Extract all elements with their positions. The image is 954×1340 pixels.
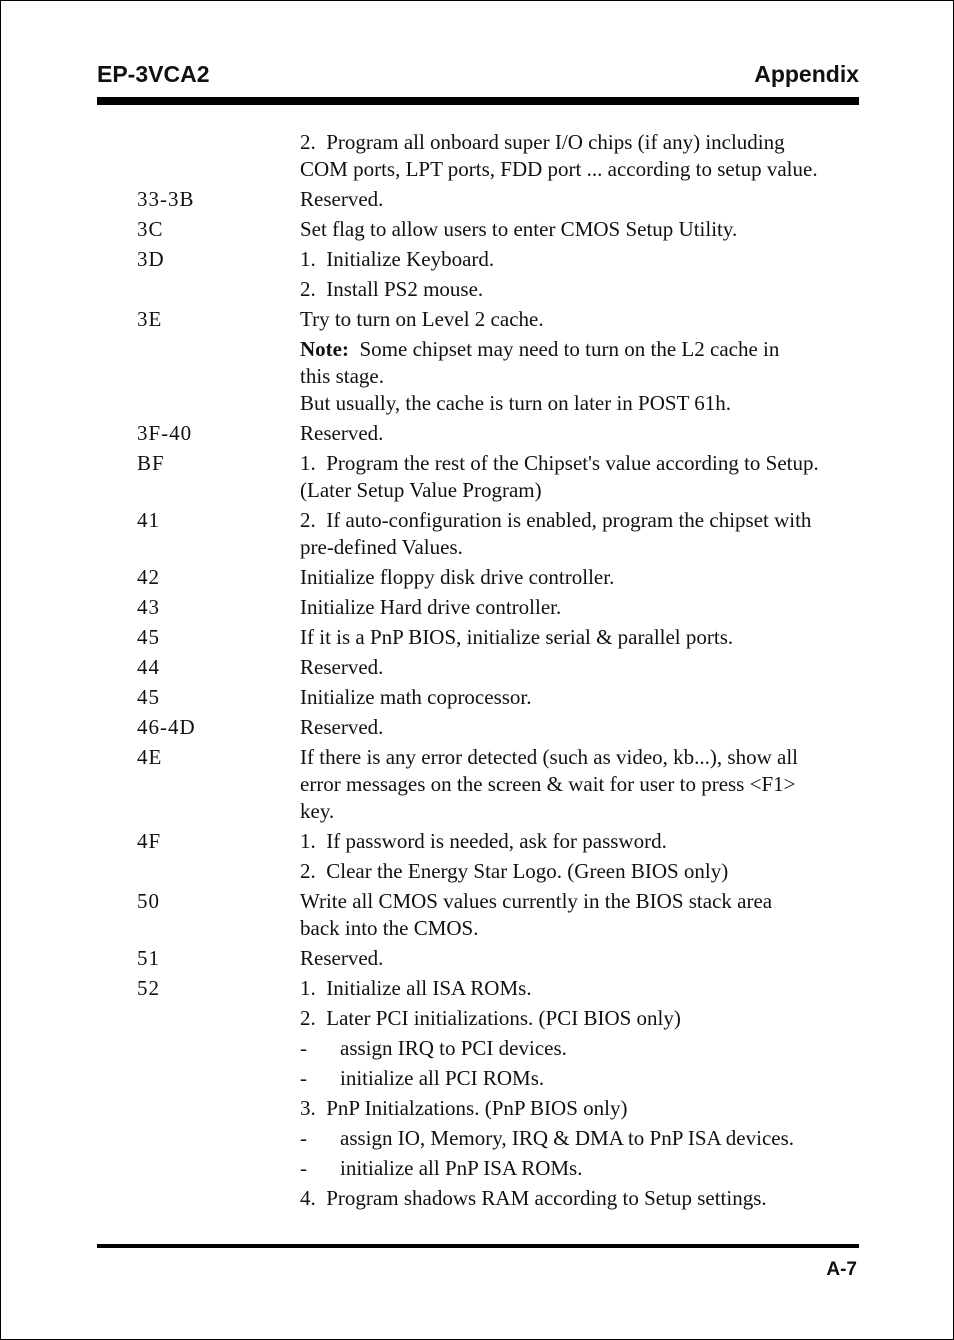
post-code: 4E: [137, 745, 163, 769]
description-line: key.: [300, 799, 335, 823]
description-line: If there is any error detected (such as video, kb...), show all: [300, 745, 798, 769]
bullet-dash: -: [300, 1066, 307, 1090]
table-row: [137, 246, 861, 273]
post-description: [300, 744, 861, 825]
table-row: [137, 975, 861, 1002]
table-row: [137, 186, 861, 213]
table-row: [137, 858, 861, 885]
post-code: 51: [137, 946, 160, 970]
description-line: Reserved.: [300, 715, 384, 739]
description-line: 2. Program all onboard super I/O chips (if any) including: [300, 130, 785, 154]
post-description: [300, 1125, 861, 1152]
post-description: [300, 246, 861, 273]
post-description: [300, 306, 861, 333]
post-code: 33-3B: [137, 187, 195, 211]
post-description: [300, 564, 861, 591]
table-row: [137, 1095, 861, 1122]
table-row: [137, 684, 861, 711]
post-description: [300, 594, 861, 621]
table-row: [137, 888, 861, 942]
bullet-text: initialize all PnP ISA ROMs.: [340, 1156, 583, 1180]
post-description: [300, 1035, 861, 1062]
post-description: [300, 858, 861, 885]
table-row: [137, 450, 861, 504]
description-line: Initialize math coprocessor.: [300, 685, 532, 709]
post-code: 3C: [137, 217, 164, 241]
post-code: 50: [137, 889, 160, 913]
post-description: [300, 507, 861, 561]
description-line: Reserved.: [300, 655, 384, 679]
bullet-text: assign IRQ to PCI devices.: [340, 1036, 567, 1060]
post-code: 3E: [137, 307, 163, 331]
post-code: 41: [137, 508, 160, 532]
post-description: [300, 1185, 861, 1212]
post-code: 4F: [137, 829, 162, 853]
description-line: 1. Initialize all ISA ROMs.: [300, 976, 532, 1000]
post-code: 46-4D: [137, 715, 196, 739]
post-description: [300, 828, 861, 855]
table-row: [137, 624, 861, 651]
note-text: Some chipset may need to turn on the L2 cache in: [348, 337, 780, 361]
table-row: [137, 714, 861, 741]
description-line: 4. Program shadows RAM according to Setup settings.: [300, 1186, 767, 1210]
table-row: [137, 420, 861, 447]
post-code: BF: [137, 451, 165, 475]
table-row: [137, 1035, 861, 1062]
table-row: [137, 306, 861, 333]
post-description: [300, 1155, 861, 1182]
description-line: Write all CMOS values currently in the BIOS stack area: [300, 889, 773, 913]
description-line: error messages on the screen & wait for user to press <F1>: [300, 772, 796, 796]
description-line: Reserved.: [300, 187, 384, 211]
table-row: [137, 129, 861, 183]
post-description: [300, 888, 861, 942]
description-line: If it is a PnP BIOS, initialize serial & parallel ports.: [300, 625, 734, 649]
table-row: [137, 216, 861, 243]
description-line: Reserved.: [300, 946, 384, 970]
table-row: [137, 1155, 861, 1182]
table-row: [137, 594, 861, 621]
post-code: 3F-40: [137, 421, 193, 445]
description-line: 2. Clear the Energy Star Logo. (Green BIOS only): [300, 859, 729, 883]
post-description: [300, 945, 861, 972]
table-row: [137, 564, 861, 591]
table-row: [137, 945, 861, 972]
post-description: [300, 1005, 861, 1032]
description-line: Set flag to allow users to enter CMOS Setup Utility.: [300, 217, 738, 241]
table-row: [137, 1125, 861, 1152]
table-row: [137, 1005, 861, 1032]
description-line: Initialize floppy disk drive controller.: [300, 565, 615, 589]
post-description: [300, 186, 861, 213]
post-description: [300, 336, 861, 417]
description-line: 1. If password is needed, ask for password.: [300, 829, 667, 853]
description-line: Try to turn on Level 2 cache.: [300, 307, 544, 331]
page-number: A-7: [826, 1259, 857, 1280]
table-row: [137, 507, 861, 561]
table-row: [137, 1185, 861, 1212]
description-line: 3. PnP Initialzations. (PnP BIOS only): [300, 1096, 628, 1120]
post-description: [300, 276, 861, 303]
description-line: 1. Program the rest of the Chipset's value according to Setup.: [300, 451, 819, 475]
description-line: But usually, the cache is turn on later in POST 61h.: [300, 391, 732, 415]
post-description: [300, 684, 861, 711]
post-code: 44: [137, 655, 160, 679]
footer-rule: [97, 1244, 859, 1248]
bullet-dash: -: [300, 1156, 307, 1180]
description-line: 2. If auto-configuration is enabled, program the chipset with: [300, 508, 812, 532]
note-label: Note:: [300, 337, 349, 361]
bullet-dash: -: [300, 1036, 307, 1060]
model-name: EP-3VCA2: [97, 61, 210, 87]
post-code: 52: [137, 976, 160, 1000]
table-row: [137, 336, 861, 417]
post-code-table: [137, 129, 861, 1215]
description-line: Reserved.: [300, 421, 384, 445]
page-header: [97, 61, 859, 95]
post-description: [300, 1065, 861, 1092]
description-line: (Later Setup Value Program): [300, 478, 542, 502]
description-line: back into the CMOS.: [300, 916, 479, 940]
table-row: [137, 276, 861, 303]
description-line: Initialize Hard drive controller.: [300, 595, 562, 619]
post-description: [300, 216, 861, 243]
post-description: [300, 450, 861, 504]
bullet-text: assign IO, Memory, IRQ & DMA to PnP ISA devices.: [340, 1126, 795, 1150]
header-rule: [97, 97, 859, 105]
section-title: Appendix: [754, 61, 859, 87]
table-row: [137, 654, 861, 681]
post-description: [300, 129, 861, 183]
table-row: [137, 1065, 861, 1092]
bullet-text: initialize all PCI ROMs.: [340, 1066, 545, 1090]
description-line: this stage.: [300, 364, 384, 388]
row-gap: [137, 1212, 861, 1215]
post-description: [300, 654, 861, 681]
post-code: 45: [137, 625, 160, 649]
description-line: 1. Initialize Keyboard.: [300, 247, 495, 271]
description-line: 2. Later PCI initializations. (PCI BIOS only): [300, 1006, 681, 1030]
table-row: [137, 744, 861, 825]
post-description: [300, 975, 861, 1002]
description-line: pre-defined Values.: [300, 535, 463, 559]
description-line: COM ports, LPT ports, FDD port ... according to setup value.: [300, 157, 818, 181]
post-description: [300, 714, 861, 741]
post-code: 3D: [137, 247, 165, 271]
bullet-dash: -: [300, 1126, 307, 1150]
post-code: 43: [137, 595, 160, 619]
description-line: 2. Install PS2 mouse.: [300, 277, 484, 301]
post-code: 45: [137, 685, 160, 709]
post-description: [300, 1095, 861, 1122]
post-description: [300, 420, 861, 447]
post-description: [300, 624, 861, 651]
table-row: [137, 828, 861, 855]
post-code: 42: [137, 565, 160, 589]
